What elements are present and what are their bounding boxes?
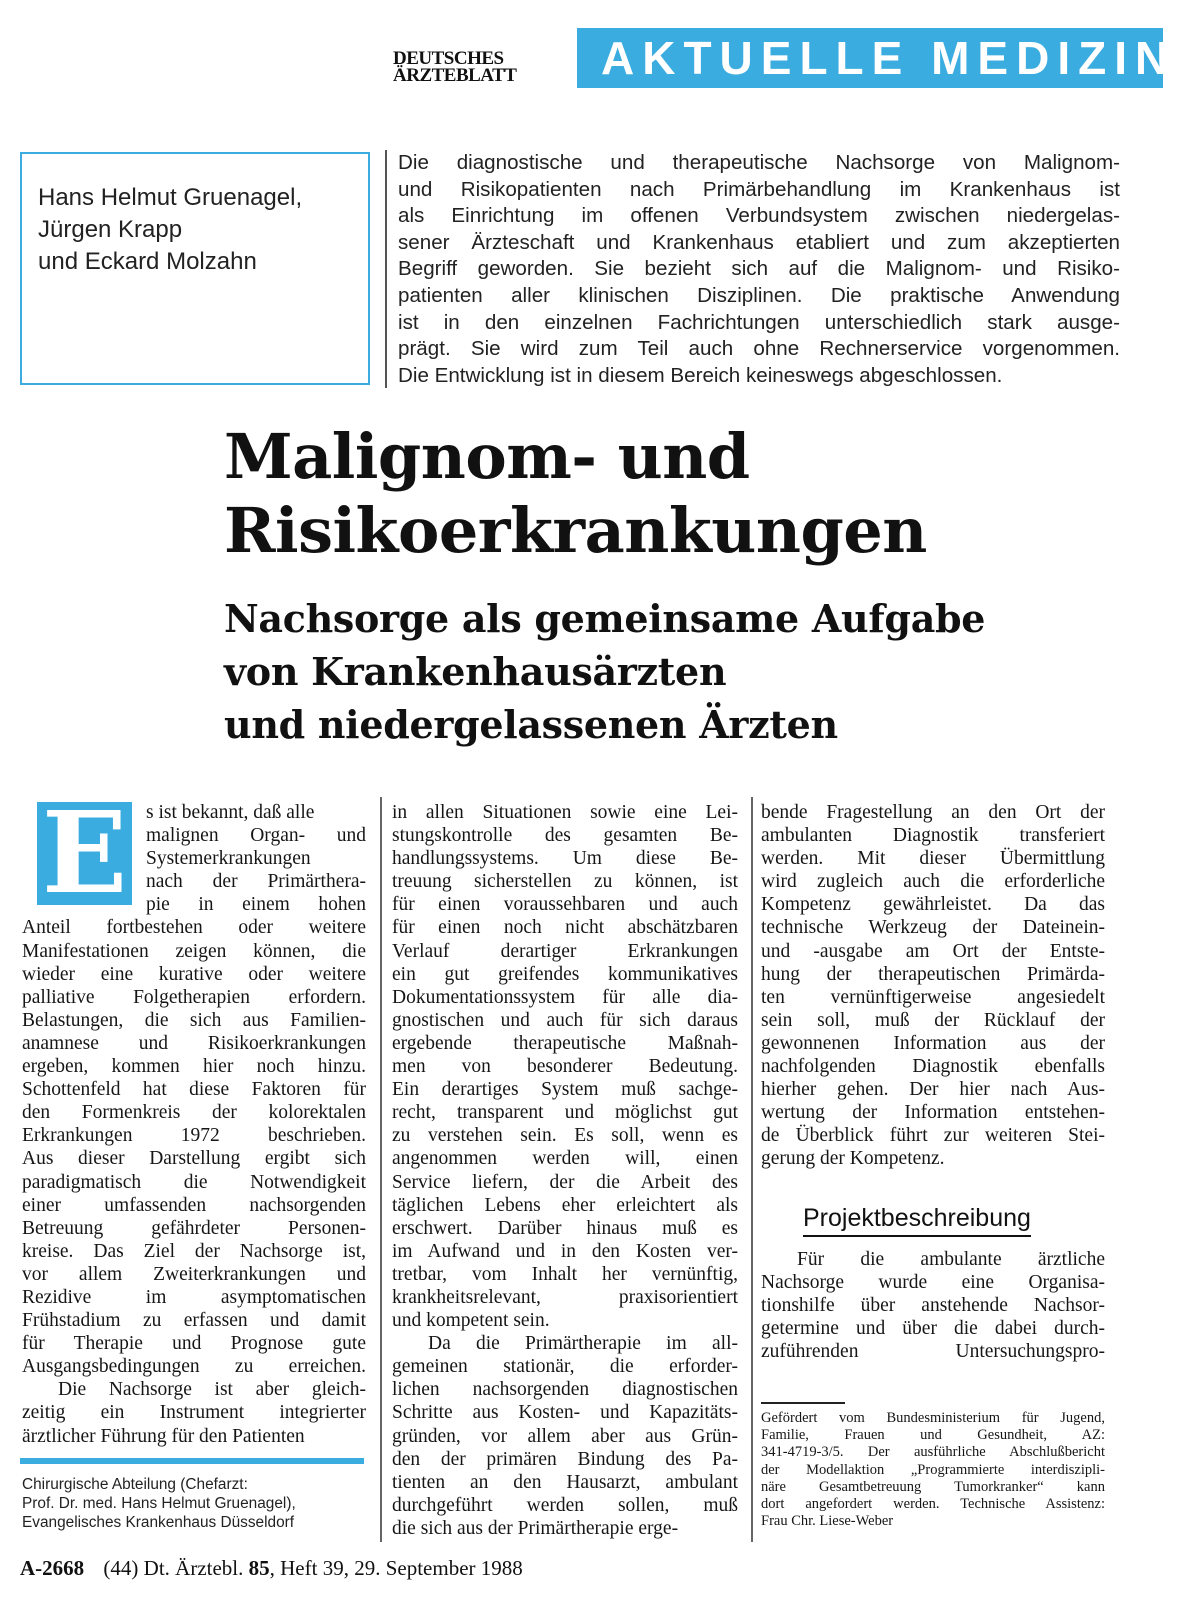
text-line: werden. Mit dieser Übermittlung [761,848,1105,870]
section-banner [577,28,1177,88]
page-footer [20,1556,523,1581]
text-line: und -ausgabe am Ort der Entste- [761,940,1105,962]
text-line: zeitig ein Instrument integrierter [22,1402,366,1424]
text-line: erschwert. Darüber hinaus muß es [392,1217,738,1239]
subtitle-line: von Krankenhausärzten [224,649,727,694]
intro-line: prägt. Sie wird zum Teil auch ohne Rechnerservice vorgenommen. [398,337,1120,361]
footnote-line: 341-4719-3/5. Der ausführliche Abschlußbericht [761,1444,1105,1461]
intro-line: und Risikopatienten nach Primärbehandlung im Krankenhaus ist [398,177,1120,201]
text-line: in allen Situationen sowie eine Lei- [392,802,738,823]
author-name: Jürgen Krapp [38,216,183,243]
text-line: die sich aus der Primärtherapie erge- [392,1517,679,1539]
text-line: ten vernünftigerweise angesiedelt [761,986,1105,1008]
footnote-line: dort angefordert werden. Technische Assistenz: [761,1496,1105,1513]
masthead-line-1: DEUTSCHES [393,48,504,69]
footnote-line: der Modellaktion „Programmierte interdiszipli- [761,1461,1105,1478]
body-column-2 [392,801,738,1540]
text-line: Verlauf derartiger Erkrankungen [392,940,738,962]
title-line: Risikoerkrankungen [224,494,927,567]
text-line: für einen voraussehbaren und auch [392,894,738,916]
text-line: Schritte aus Kosten- und Kapazitäts- [392,1402,738,1424]
article-subtitle [224,592,1164,751]
text-line: Kompetenz gewährleistet. Da das [761,894,1105,916]
text-line: paradigmatisch die Notwendigkeit [22,1171,366,1193]
text-line: sein soll, muß der Rücklauf der [761,1009,1105,1031]
text-line: für einen noch nicht abschätzbaren [392,917,738,939]
text-line: Erkrankungen 1972 beschrieben. [22,1125,366,1147]
text-line: palliative Folgetherapien erfordern. [22,986,366,1008]
footer-citation-prefix: (44) Dt. Ärztebl. [103,1556,244,1580]
author-name: und Eckard Molzahn [38,248,257,275]
text-line: malignen Organ- und [146,825,366,847]
body-column-3-continued [761,1248,1105,1363]
masthead-line-2: ÄRZTEBLATT [393,65,517,86]
text-line: gerung der Kompetenz. [761,1148,945,1170]
drop-cap-letter: E [41,788,128,919]
text-line: täglichen Lebens eher erleichtert als [392,1194,738,1216]
text-line: wird zugleich auch die erforderliche [761,871,1105,893]
text-line: gewonnenen Information aus der [761,1032,1105,1054]
text-line: treuung sicherstellen zu können, ist [392,871,738,893]
text-line: Belastungen, die sich aus Familien- [22,1009,366,1031]
column-rule [380,797,382,1542]
text-line: durchgeführt werden sollen, muß [392,1494,738,1516]
intro-line: Begriff geworden. Sie bezieht sich auf die Malignom- und Risiko- [398,257,1120,281]
text-line: ein gut greifendes kommunikatives [392,963,738,985]
subtitle-line: Nachsorge als gemeinsame Aufgabe [224,596,986,641]
text-line: anamnese und Risikoerkrankungen [22,1032,366,1054]
text-line: getermine und über die dabei durch- [761,1318,1105,1340]
author-list [38,182,302,278]
text-line: gründen, vor allem aber aus Grün- [392,1425,738,1447]
text-line: einer umfassenden nachsorgenden [22,1194,366,1216]
text-line: Service liefern, der die Arbeit des [392,1171,738,1193]
text-line: ärztlicher Führung für den Patienten [22,1425,305,1447]
text-line: wertung der Information entstehen- [761,1102,1105,1124]
text-line: im Aufwand und in den Kosten ver- [392,1240,738,1262]
text-line: gnostischen und auch für sich daraus [392,1009,738,1031]
text-line: Systemerkrankungen [146,848,311,870]
text-line: ambulanten Diagnostik transferiert [761,825,1105,847]
text-line: Für die ambulante ärztliche [797,1249,1105,1270]
body-column-1 [22,801,366,1448]
text-line: stungskontrolle des gesamten Be- [392,825,738,847]
text-line: Betreuung gefährdeter Personen- [22,1217,366,1239]
text-line: Die Nachsorge ist aber gleich- [58,1379,366,1401]
text-line: bende Fragestellung an den Ort der [761,802,1105,823]
text-line: gemeinen stationär, die erforder- [392,1356,738,1378]
intro-line: Die Entwicklung ist in diesem Bereich keineswegs abgeschlossen. [398,363,1003,387]
text-line: zu verstehen sein. Es soll, wenn es [392,1125,738,1147]
text-line: vor allem Zweiterkrankungen und [22,1263,366,1285]
text-line: tienten an den Hausarzt, ambulant [392,1471,738,1493]
affiliation-bar [20,1458,364,1464]
text-line: technische Werkzeug der Dateinein- [761,917,1105,939]
intro-line: Die diagnostische und therapeutische Nachsorge von Malignom- [398,151,1120,174]
text-line: zuführenden Untersuchungspro- [761,1341,1105,1363]
text-line: s ist bekannt, daß alle [146,802,315,823]
text-line: Anteil fortbestehen oder weitere [22,917,366,939]
text-line: Dokumentationssystem für alle dia- [392,986,738,1008]
affiliation-line: Prof. Dr. med. Hans Helmut Gruenagel), [22,1495,296,1512]
text-line: men von besonderer Bedeutung. [392,1056,738,1078]
footer-volume: 85 [248,1556,270,1580]
text-line: ergebende therapeutische Maßnah- [392,1032,738,1054]
text-line: recht, transparent und möglichst gut [392,1102,738,1124]
section-banner-label: AKTUELLE MEDIZIN [601,32,1177,84]
text-line: Schottenfeld hat diese Faktoren für [22,1079,366,1101]
text-line: Frühstadium zu erfassen und damit [22,1310,366,1332]
footer-citation-suffix: , Heft 39, 29. September 1988 [269,1556,523,1580]
text-line: tionshilfe über anstehende Nachsor- [761,1295,1105,1317]
text-line: Aus dieser Darstellung ergibt sich [22,1148,366,1170]
footnote [761,1410,1105,1530]
article-title [224,420,1164,568]
footnote-line: näre Gesamtbetreuung Tumorkranker“ kann [761,1478,1105,1495]
text-line: Manifestationen zeigen können, die [22,940,366,962]
text-line: angenommen werden will, einen [392,1148,738,1170]
text-line: handlungssystems. Um diese Be- [392,848,738,870]
text-line: de Überblick führt zur weiteren Stei- [761,1125,1105,1147]
footnote-line: Frau Chr. Liese-Weber [761,1513,894,1530]
text-line: krankheitsrelevant, praxisorientiert [392,1286,738,1308]
column-rule [751,797,753,1542]
author-name: Hans Helmut Gruenagel, [38,184,303,211]
affiliation-line: Evangelisches Krankenhaus Düsseldorf [22,1514,295,1531]
text-line: kreise. Das Ziel der Nachsorge ist, [22,1240,366,1262]
text-line: hung der therapeutischen Primärda- [761,963,1105,985]
title-line: Malignom- und [224,420,750,493]
intro-line: patienten aller klinischen Disziplinen. Die praktische Anwendung [398,283,1120,307]
affiliation [22,1475,366,1532]
text-line: den Formenkreis der kolorektalen [22,1102,366,1124]
body-column-3 [761,801,1105,1171]
intro-line: ist in den einzelnen Fachrichtungen unterschiedlich stark ausge- [398,310,1120,334]
footnote-rule [761,1402,845,1404]
author-box [20,152,370,385]
text-line: nachfolgenden Diagnostik ebenfalls [761,1056,1105,1078]
text-line: nach der Primärthera- [146,871,366,893]
masthead-logo [393,50,573,92]
intro-abstract [398,150,1120,389]
text-line: Da die Primärtherapie im all- [428,1333,738,1355]
footnote-line: Familie, Frauen und Gesundheit, AZ: [761,1427,1105,1444]
text-line: lichen nachsorgenden diagnostischen [392,1379,738,1401]
text-line: pie in einem hohen [146,894,366,916]
text-line: wieder eine kurative oder weitere [22,963,366,985]
affiliation-line: Chirurgische Abteilung (Chefarzt: [22,1476,248,1493]
page-number: A-2668 [20,1556,85,1580]
text-line: Rezidive im asymptomatischen [22,1286,366,1308]
text-line: für Therapie und Prognose gute [22,1333,366,1355]
text-line: Ein derartiges System muß sachge- [392,1079,738,1101]
subtitle-line: und niedergelassenen Ärzten [224,702,838,747]
intro-line: als Einrichtung im offenen Verbundsystem zwischen niedergelas- [398,204,1120,228]
text-line: ergeben, kommen hier noch hinzu. [22,1056,366,1078]
intro-line: sener Ärzteschaft und Krankenhaus etabliert und zum akzeptierten [398,230,1120,254]
footnote-line: Gefördert vom Bundesministerium für Jugend, [761,1410,1105,1426]
text-line: tretbar, vom Inhalt her vernünftig, [392,1263,738,1285]
text-line: hierher gehen. Der hier nach Aus- [761,1079,1105,1101]
text-line: den der primären Bindung des Pa- [392,1448,738,1470]
text-line: und kompetent sein. [392,1310,550,1332]
section-heading: Projektbeschreibung [803,1203,1031,1237]
intro-rule [385,150,387,388]
text-line: Ausgangsbedingungen zu erreichen. [22,1356,366,1378]
text-line: Nachsorge wurde eine Organisa- [761,1272,1105,1294]
